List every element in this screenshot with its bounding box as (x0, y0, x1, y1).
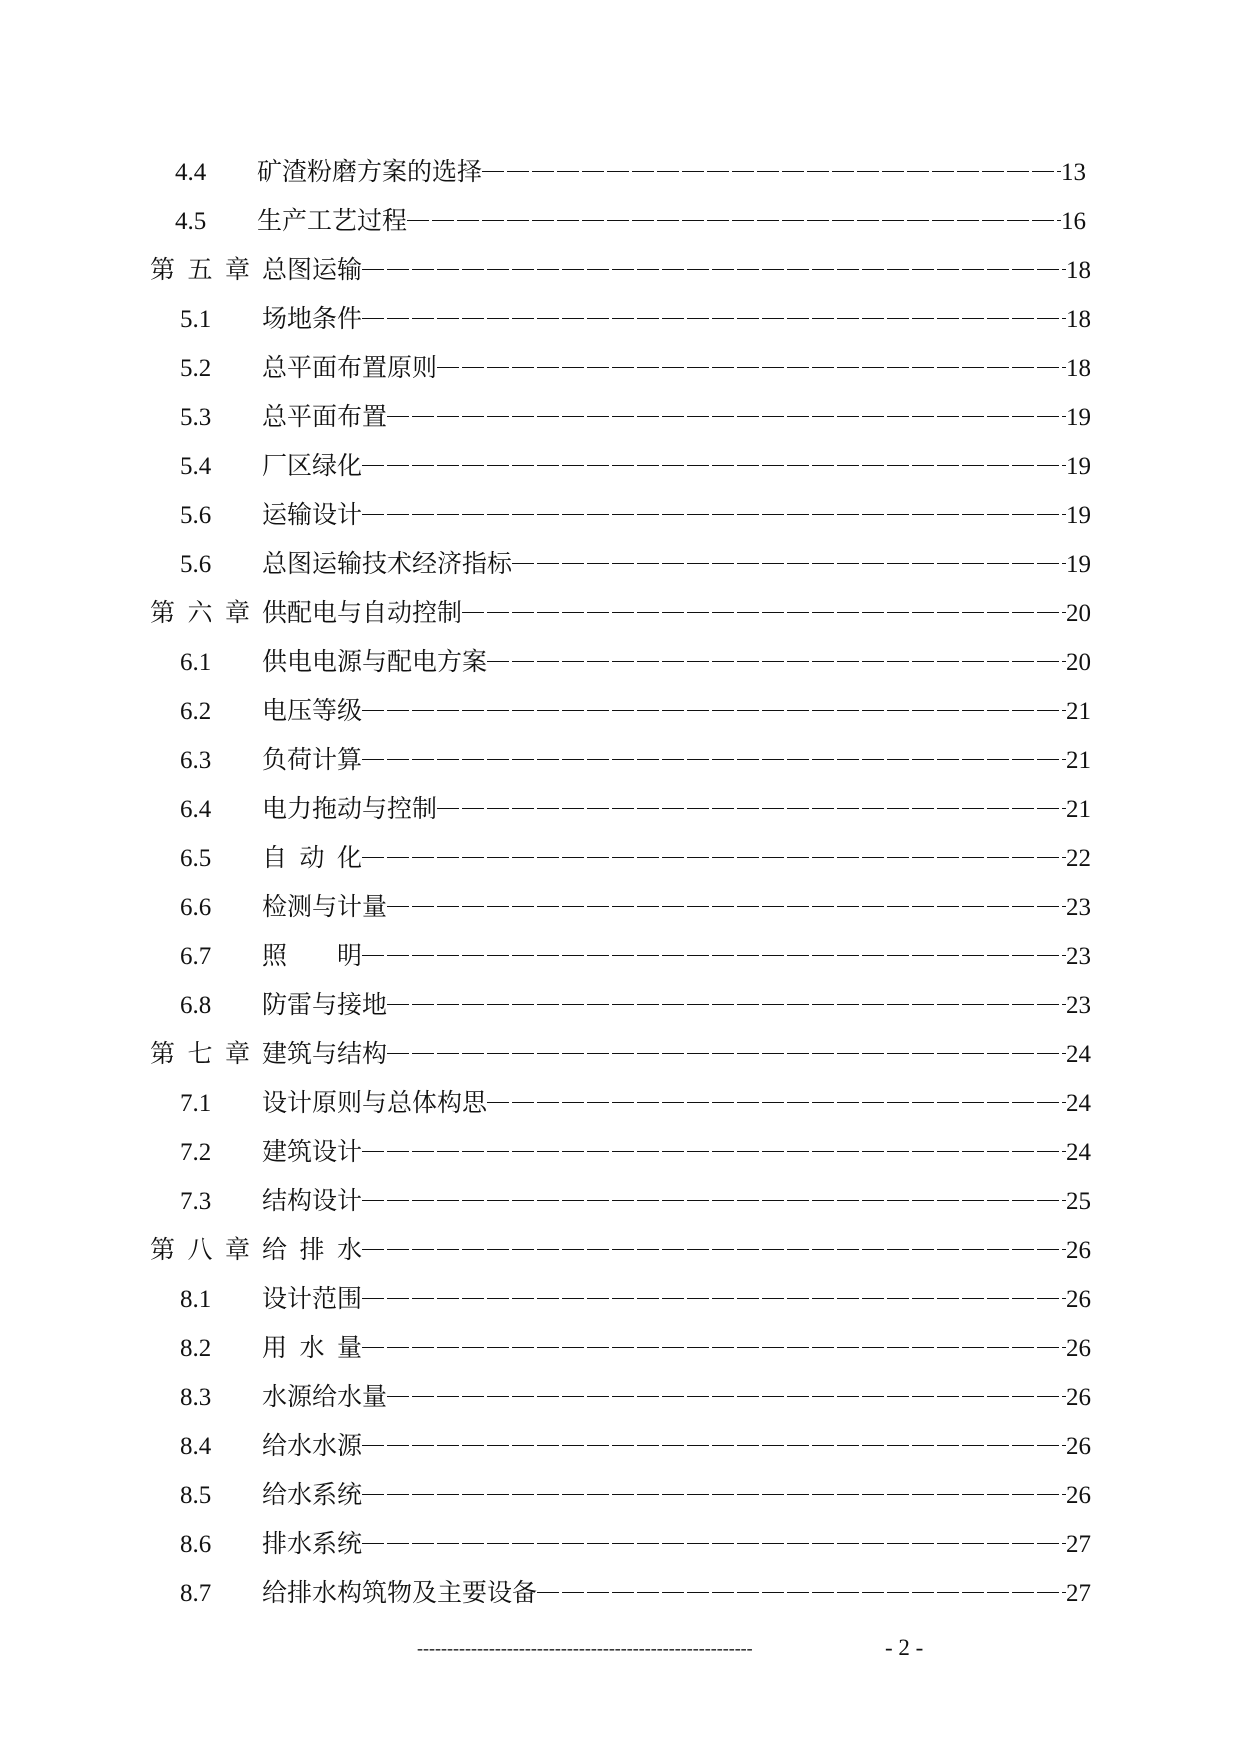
toc-section-number: 7.1 (180, 1090, 212, 1117)
toc-dot-leader (537, 1592, 1066, 1593)
page-footer (0, 1633, 1241, 1663)
toc-dot-leader (362, 514, 1066, 515)
toc-section-number: 6.1 (180, 649, 212, 676)
toc-section-number: 6.8 (180, 992, 212, 1019)
toc-section-number: 6.5 (180, 845, 212, 872)
toc-page-number: 24 (1066, 1139, 1091, 1166)
toc-section-entry (145, 197, 1086, 246)
toc-chapter-entry (150, 246, 1091, 295)
toc-entry-title: 生产工艺过程 (257, 208, 408, 235)
toc-section-entry (150, 540, 1091, 589)
toc-section-entry (150, 687, 1091, 736)
toc-entry-title: 电力拖动与控制 (262, 796, 438, 823)
toc-entry-title: 排水系统 (262, 1531, 363, 1558)
toc-section-entry (150, 981, 1091, 1030)
toc-page-number: 21 (1066, 747, 1091, 774)
toc-section-entry (150, 442, 1091, 491)
toc-dot-leader (362, 465, 1066, 466)
toc-section-number: 8.3 (180, 1384, 212, 1411)
toc-page-number: 19 (1066, 404, 1091, 431)
toc-dot-leader (482, 171, 1061, 172)
toc-entry-title: 总图运输技术经济指标 (262, 551, 513, 578)
toc-page-number: 26 (1066, 1384, 1091, 1411)
toc-entry-title: 场地条件 (262, 306, 363, 333)
toc-page-number: 23 (1066, 894, 1091, 921)
toc-dot-leader (362, 1200, 1066, 1201)
footer-rule: -------------------------------------------------------- (417, 1638, 753, 1658)
toc-page-number: 21 (1066, 796, 1091, 823)
toc-section-entry (150, 344, 1091, 393)
toc-page-number: 26 (1066, 1237, 1091, 1264)
toc-entry-title: 用 水 量 (262, 1335, 363, 1362)
toc-page-number: 26 (1066, 1433, 1091, 1460)
toc-page-number: 18 (1066, 257, 1091, 284)
toc-list (150, 148, 1091, 1618)
toc-dot-leader (487, 661, 1066, 662)
toc-page-number: 24 (1066, 1090, 1091, 1117)
toc-entry-title: 厂区绿化 (262, 453, 363, 480)
toc-chapter-label: 第 六 章 (150, 600, 251, 627)
toc-page-number: 19 (1066, 502, 1091, 529)
toc-dot-leader (387, 906, 1066, 907)
toc-section-entry (150, 393, 1091, 442)
toc-section-number: 6.4 (180, 796, 212, 823)
toc-section-number: 5.6 (180, 502, 212, 529)
toc-page-number: 26 (1066, 1335, 1091, 1362)
toc-section-number: 5.1 (180, 306, 212, 333)
toc-dot-leader (462, 612, 1066, 613)
toc-section-number: 6.3 (180, 747, 212, 774)
toc-dot-leader (437, 367, 1066, 368)
toc-section-number: 8.6 (180, 1531, 212, 1558)
toc-section-number: 6.6 (180, 894, 212, 921)
toc-section-number: 7.2 (180, 1139, 212, 1166)
toc-dot-leader (487, 1102, 1066, 1103)
toc-section-entry (150, 1422, 1091, 1471)
toc-page-number: 23 (1066, 992, 1091, 1019)
toc-section-number: 8.1 (180, 1286, 212, 1313)
toc-page-number: 16 (1061, 208, 1086, 235)
toc-section-entry (150, 736, 1091, 785)
toc-dot-leader (362, 759, 1066, 760)
toc-chapter-entry (150, 1030, 1091, 1079)
toc-section-entry (145, 148, 1086, 197)
toc-section-entry (150, 295, 1091, 344)
toc-entry-title: 总图运输 (262, 257, 363, 284)
toc-section-entry (150, 785, 1091, 834)
toc-entry-title: 设计原则与总体构思 (262, 1090, 488, 1117)
toc-section-entry (150, 1373, 1091, 1422)
toc-page-number: 20 (1066, 600, 1091, 627)
toc-chapter-entry (150, 589, 1091, 638)
toc-entry-title: 给水系统 (262, 1482, 363, 1509)
toc-section-number: 6.7 (180, 943, 212, 970)
toc-page-number: 27 (1066, 1580, 1091, 1607)
toc-section-number: 5.2 (180, 355, 212, 382)
toc-entry-title: 水源给水量 (262, 1384, 388, 1411)
toc-dot-leader (407, 220, 1061, 221)
toc-dot-leader (437, 808, 1066, 809)
toc-section-number: 8.5 (180, 1482, 212, 1509)
toc-section-number: 4.4 (175, 159, 207, 186)
toc-page-number: 18 (1066, 306, 1091, 333)
toc-entry-title: 检测与计量 (262, 894, 388, 921)
toc-dot-leader (362, 1249, 1066, 1250)
toc-dot-leader (387, 1396, 1066, 1397)
toc-dot-leader (362, 1347, 1066, 1348)
toc-section-entry (150, 932, 1091, 981)
toc-section-number: 8.2 (180, 1335, 212, 1362)
toc-section-entry (150, 1275, 1091, 1324)
toc-section-number: 5.4 (180, 453, 212, 480)
toc-page-number: 19 (1066, 551, 1091, 578)
toc-dot-leader (362, 318, 1066, 319)
toc-dot-leader (362, 269, 1066, 270)
toc-entry-title: 建筑与结构 (262, 1041, 388, 1068)
page-number: - 2 - (885, 1635, 924, 1660)
toc-page-number: 23 (1066, 943, 1091, 970)
toc-page-number: 19 (1066, 453, 1091, 480)
toc-dot-leader (362, 1543, 1066, 1544)
toc-entry-title: 照 明 (262, 943, 363, 970)
toc-section-entry (150, 1324, 1091, 1373)
toc-dot-leader (362, 1494, 1066, 1495)
toc-entry-title: 自 动 化 (262, 845, 363, 872)
toc-entry-title: 防雷与接地 (262, 992, 388, 1019)
toc-entry-title: 总平面布置 (262, 404, 388, 431)
toc-chapter-label: 第 七 章 (150, 1041, 251, 1068)
toc-section-entry (150, 638, 1091, 687)
toc-dot-leader (362, 857, 1066, 858)
toc-section-number: 8.7 (180, 1580, 212, 1607)
toc-entry-title: 总平面布置原则 (262, 355, 438, 382)
toc-section-entry (150, 491, 1091, 540)
toc-page-number: 13 (1061, 159, 1086, 186)
toc-dot-leader (362, 955, 1066, 956)
toc-dot-leader (362, 1445, 1066, 1446)
toc-page-number: 27 (1066, 1531, 1091, 1558)
toc-entry-title: 供电电源与配电方案 (262, 649, 488, 676)
toc-dot-leader (512, 563, 1066, 564)
toc-section-number: 7.3 (180, 1188, 212, 1215)
toc-page-number: 20 (1066, 649, 1091, 676)
toc-chapter-label: 第 五 章 (150, 257, 251, 284)
toc-entry-title: 设计范围 (262, 1286, 363, 1313)
toc-dot-leader (387, 1004, 1066, 1005)
toc-page-number: 25 (1066, 1188, 1091, 1215)
toc-page-number: 26 (1066, 1286, 1091, 1313)
toc-page-number: 24 (1066, 1041, 1091, 1068)
toc-dot-leader (362, 1151, 1066, 1152)
toc-section-entry (150, 1471, 1091, 1520)
toc-page-number: 18 (1066, 355, 1091, 382)
toc-section-number: 6.2 (180, 698, 212, 725)
toc-entry-title: 建筑设计 (262, 1139, 363, 1166)
toc-page-number: 26 (1066, 1482, 1091, 1509)
toc-dot-leader (362, 710, 1066, 711)
toc-entry-title: 给排水构筑物及主要设备 (262, 1580, 538, 1607)
toc-section-entry (150, 883, 1091, 932)
toc-dot-leader (387, 416, 1066, 417)
toc-section-entry (150, 1079, 1091, 1128)
toc-section-entry (150, 1177, 1091, 1226)
toc-entry-title: 电压等级 (262, 698, 363, 725)
toc-section-entry (150, 834, 1091, 883)
toc-section-number: 4.5 (175, 208, 207, 235)
toc-entry-title: 给水水源 (262, 1433, 363, 1460)
toc-section-number: 5.3 (180, 404, 212, 431)
toc-page-number: 22 (1066, 845, 1091, 872)
toc-section-number: 8.4 (180, 1433, 212, 1460)
toc-dot-leader (387, 1053, 1066, 1054)
toc-section-entry (150, 1569, 1091, 1618)
toc-section-entry (150, 1128, 1091, 1177)
toc-dot-leader (362, 1298, 1066, 1299)
toc-chapter-entry (150, 1226, 1091, 1275)
toc-entry-title: 给 排 水 (262, 1237, 363, 1264)
toc-entry-title: 运输设计 (262, 502, 363, 529)
toc-section-number: 5.6 (180, 551, 212, 578)
toc-entry-title: 矿渣粉磨方案的选择 (257, 159, 483, 186)
toc-section-entry (150, 1520, 1091, 1569)
toc-entry-title: 负荷计算 (262, 747, 363, 774)
toc-chapter-label: 第 八 章 (150, 1237, 251, 1264)
toc-page-number: 21 (1066, 698, 1091, 725)
toc-entry-title: 结构设计 (262, 1188, 363, 1215)
toc-entry-title: 供配电与自动控制 (262, 600, 463, 627)
